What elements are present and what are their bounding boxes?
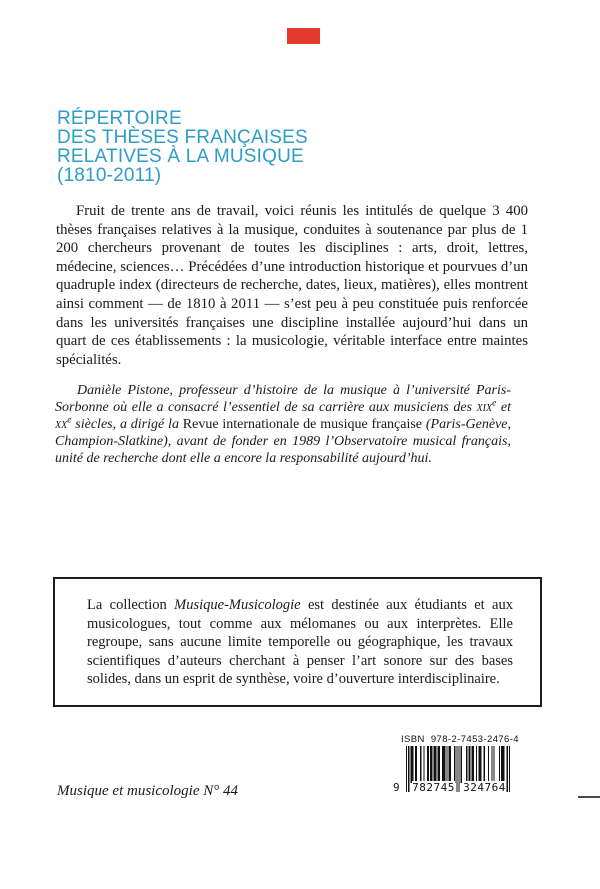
- text-segment: Revue internationale de musique française: [182, 416, 423, 432]
- summary-paragraph: Fruit de trente ans de travail, voici réunis les intitulés de quelque 3 400 thèses françaises relatives à la musique, conduites à soutenance par plus de 1 200 chercheurs provenant de toutes les disciplines : arts, droit, lettres, médecine, sciences… Précédées d’une introduction historique et pourvues d’un quadruple index (directeurs de recherche, dates, lieux, matières), elles montrent ainsi comment — de 1810 à 2011 — s’est peu à peu constituée puis renforcée dans les universités françaises une discipline installée aujourd’hui dans un quart de ces établissements : la musicologie, véritable interface entre maintes spécialités.: [56, 203, 528, 368]
- publisher-color-mark: [287, 28, 320, 44]
- collection-paragraph: [55, 579, 540, 689]
- title-line-4: (1810-2011): [57, 165, 162, 186]
- trim-mark: [578, 796, 600, 798]
- text-segment: et: [496, 399, 511, 415]
- text-segment: La collection: [87, 597, 175, 613]
- barcode-block: [393, 734, 519, 806]
- text-segment: Danièle Pistone, professeur d’histoire de la musique à l’université Paris-Sorbonne où elle a consacré l’essentiel de sa carrière aux musiciens des: [55, 383, 511, 415]
- title-line-2: DES THÈSES FRANÇAISES: [57, 127, 308, 148]
- ean-left-digits: 782745: [412, 781, 455, 794]
- author-bio-paragraph: [55, 383, 511, 468]
- text-segment: (Paris-Genève, Champion-Slatkine), avant de fonder en 1989 l’Observatoire musical français, unité de recherche dont elle a encore la responsabilité aujourd’hui.: [55, 416, 511, 466]
- text-segment: Musique-Musicologie: [174, 597, 301, 613]
- text-segment: est destinée aux étudiants et aux musicologues, tout comme aux mélomanes ou aux interprètes. Elle regroupe, sans aucune limite temporelle ou géographique, les travaux scientifiques d’auteurs cherchant à penser l’art sonore sur des bases solides, dans un esprit de synthèse, voire d’ouverture interdisciplinaire.: [87, 597, 513, 687]
- text-segment: xx: [55, 416, 68, 432]
- collection-box: [53, 577, 542, 707]
- title-line-3: RELATIVES À LA MUSIQUE: [57, 146, 304, 167]
- isbn-label: ISBN 978-2-7453-2476-4: [401, 734, 519, 745]
- text-segment: xix: [476, 399, 493, 415]
- text-segment: e: [492, 398, 497, 409]
- text-segment: siècles, a dirigé la: [71, 416, 183, 432]
- ean-first-digit: 9: [393, 781, 401, 794]
- text-segment: e: [67, 415, 72, 426]
- ean-right-digits: 324764: [463, 781, 506, 794]
- series-number: Musique et musicologie N° 44: [57, 783, 238, 799]
- title-line-1: RÉPERTOIRE: [57, 108, 182, 129]
- book-title: [57, 109, 308, 185]
